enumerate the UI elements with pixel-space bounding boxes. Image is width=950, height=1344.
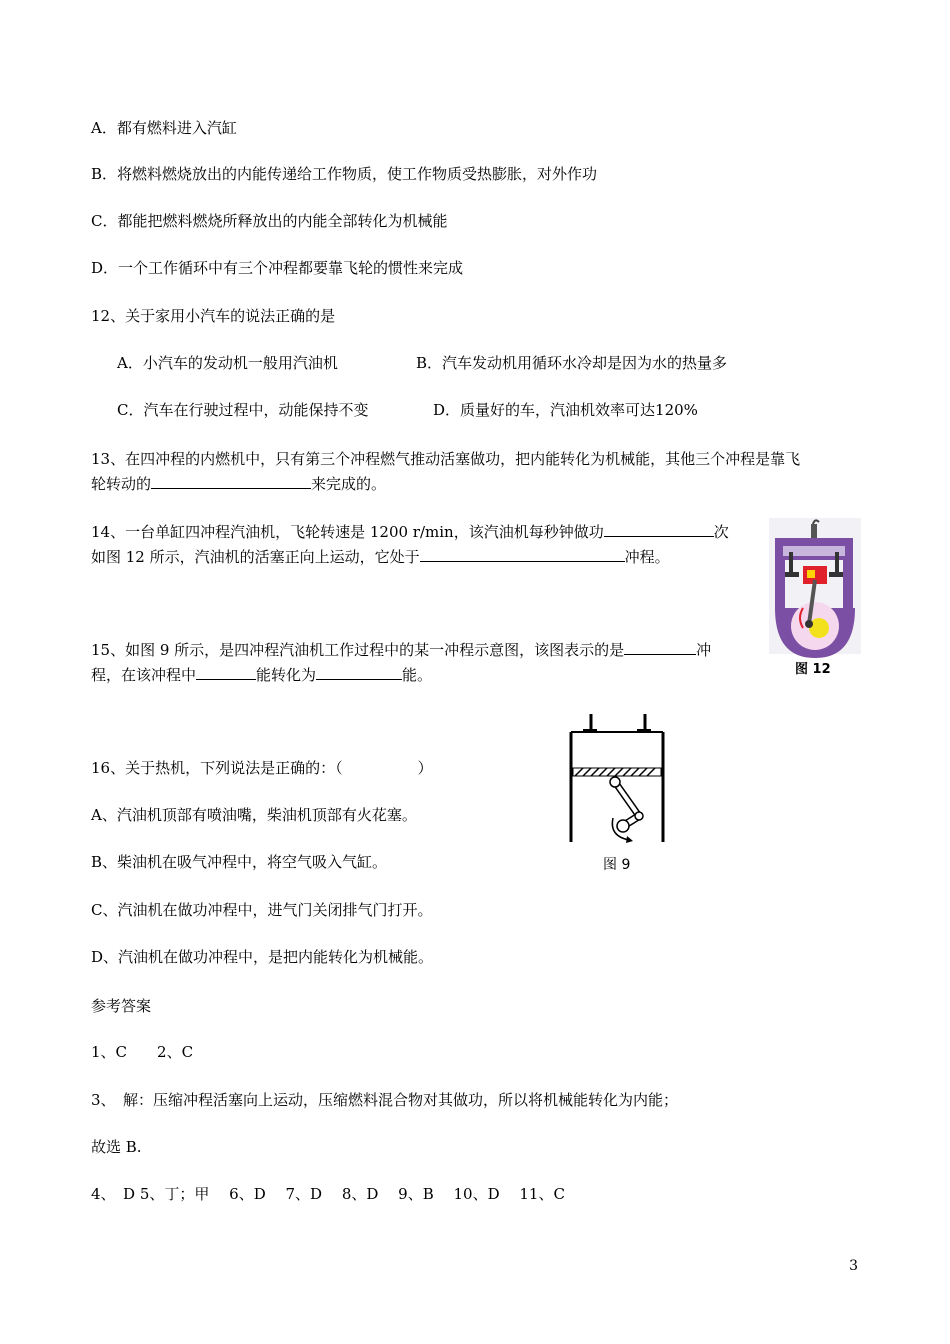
figure-9-cylinder — [567, 712, 671, 874]
q15-prefix: 15、如图 9 所示，是四冲程汽油机工作过程中的某一冲程示意图，该图表示的是 — [91, 641, 625, 659]
answers-line-1: 1、C 2、C — [91, 1043, 194, 1061]
q15-line2-suffix: 能。 — [402, 666, 433, 684]
answers-line-2: 3、 解：压缩冲程活塞向上运动，压缩燃料混合物对其做功，所以将机械能转化为内能； — [91, 1091, 679, 1109]
figure-12-engine — [769, 518, 861, 678]
q12-option-c: C．汽车在行驶过程中，动能保持不变 — [117, 401, 369, 419]
q14-stroke-blank[interactable] — [420, 545, 625, 562]
q15-energy-from-blank[interactable] — [196, 663, 256, 680]
q16-option-d: D、汽油机在做功冲程中，是把内能转化为机械能。 — [91, 948, 434, 966]
q15-line2 — [91, 663, 432, 686]
q13-prefix: 轮转动的 — [91, 475, 152, 493]
q14-suffix: 次 — [713, 523, 729, 541]
answers-title: 参考答案 — [91, 997, 152, 1015]
page-number: 3 — [849, 1258, 858, 1274]
q13-answer-blank[interactable] — [151, 472, 311, 489]
q12-option-a: A．小汽车的发动机一般用汽油机 — [117, 354, 338, 372]
q13-suffix: 来完成的。 — [311, 475, 387, 493]
q11-option-d: D．一个工作循环中有三个冲程都要靠飞轮的惯性来完成 — [91, 259, 464, 277]
q16-option-b: B、柴油机在吸气冲程中，将空气吸入气缸。 — [91, 853, 388, 871]
q15-suffix: 冲 — [696, 641, 712, 659]
q15-line2-prefix: 程，在该冲程中 — [91, 666, 197, 684]
q15-energy-to-blank[interactable] — [316, 663, 402, 680]
q16-option-a: A、汽油机顶部有喷油嘴，柴油机顶部有火花塞。 — [91, 806, 417, 824]
q15-stroke-blank[interactable] — [624, 638, 696, 655]
q12-option-b: B．汽车发动机用循环水冷却是因为水的热量多 — [416, 354, 728, 372]
q12-option-d: D．质量好的车，汽油机效率可达120% — [433, 401, 698, 419]
q15-line2-mid: 能转化为 — [256, 666, 317, 684]
q12-stem: 12、关于家用小汽车的说法正确的是 — [91, 307, 336, 325]
answers-line-3: 故选 B. — [91, 1138, 142, 1156]
answers-line-4: 4、 D 5、丁；甲 6、D 7、D 8、D 9、B 10、D 11、C — [91, 1185, 565, 1203]
q15-line1 — [91, 638, 711, 661]
q16-option-c: C、汽油机在做功冲程中，进气门关闭排气门打开。 — [91, 901, 433, 919]
q14-prefix: 14、一台单缸四冲程汽油机，飞轮转速是 1200 r/min，该汽油机每秒钟做功 — [91, 523, 604, 541]
q14-line1 — [91, 520, 729, 543]
q14-work-count-blank[interactable] — [604, 520, 714, 537]
figure-9-caption: 图 9 — [603, 857, 631, 873]
q11-option-b: B．将燃料燃烧放出的内能传递给工作物质，使工作物质受热膨胀，对外作功 — [91, 165, 598, 183]
q14-line2-suffix: 冲程。 — [624, 548, 670, 566]
q16-stem: 16、关于热机，下列说法是正确的：（ ） — [91, 759, 433, 777]
q14-line2 — [91, 545, 670, 568]
q13-line1: 13、在四冲程的内燃机中，只有第三个冲程燃气推动活塞做功，把内能转化为机械能，其他三个冲程是靠飞 — [91, 450, 801, 468]
q14-line2-prefix: 如图 12 所示，汽油机的活塞正向上运动，它处于 — [91, 548, 420, 566]
q13-line2 — [91, 472, 386, 495]
q11-option-c: C．都能把燃料燃烧所释放出的内能全部转化为机械能 — [91, 212, 448, 230]
figure-12-caption: 图 12 — [795, 662, 831, 677]
q11-option-a: A．都有燃料进入汽缸 — [91, 119, 237, 137]
